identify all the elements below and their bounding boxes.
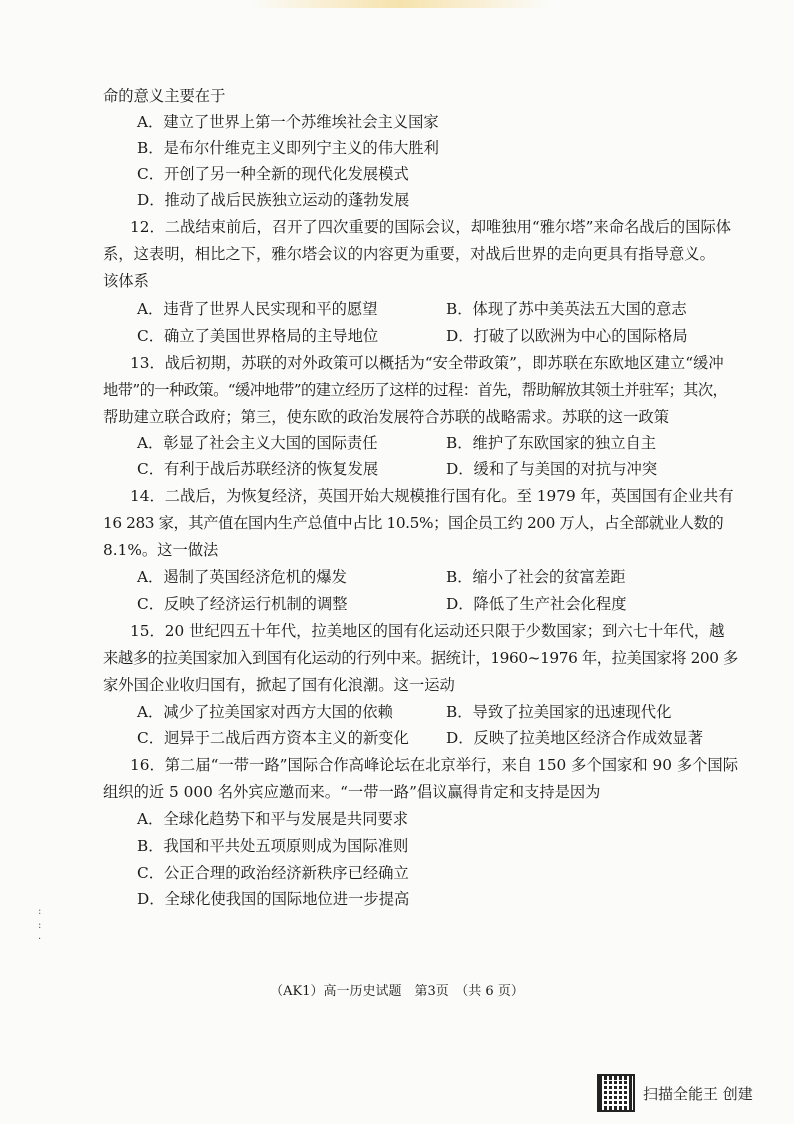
- q12-stem-line: 12．二战结束前后，召开了四次重要的国际会议，却唯独用“雅尔塔”来命名战后的国际体: [130, 218, 732, 236]
- page-footer: （AK1）高一历史试题 第3页 （共 6 页）: [270, 984, 524, 999]
- qr-code-icon: [597, 1074, 635, 1112]
- q13-option-d: D．缓和了与美国的对抗与冲突: [446, 460, 658, 478]
- q13-option-a: A．彰显了社会主义大国的国际责任: [137, 434, 378, 452]
- q13-option-c: C．有利于战后苏联经济的恢复发展: [137, 460, 379, 478]
- q14-option-a: A．遏制了英国经济危机的爆发: [137, 568, 347, 586]
- q16-option-d: D．全球化使我国的国际地位进一步提高: [137, 890, 410, 908]
- q11-option-a: A．建立了世界上第一个苏维埃社会主义国家: [137, 113, 439, 131]
- scan-artifact: [250, 0, 550, 8]
- q13-option-b: B．维护了东欧国家的独立自主: [446, 434, 657, 452]
- q15-stem-line: 来越多的拉美国家加入到国有化运动的行列中来。据统计，1960~1976 年，拉美国家将 200 多: [103, 649, 738, 667]
- q11-stem-tail: 命的意义主要在于: [103, 87, 226, 105]
- q16-option-a: A．全球化趋势下和平与发展是共同要求: [137, 810, 409, 828]
- q15-option-b: B．导致了拉美国家的迅速现代化: [446, 703, 672, 721]
- q13-stem-line: 13．战后初期，苏联的对外政策可以概括为“安全带政策”，即苏联在东欧地区建立“缓冲: [130, 354, 724, 372]
- q15-stem-line: 家外国企业收归国有，掀起了国有化浪潮。这一运动: [103, 676, 455, 694]
- q14-option-b: B．缩小了社会的贫富差距: [446, 568, 626, 586]
- q14-stem-line: 8.1%。这一做法: [103, 541, 219, 559]
- q12-option-c: C．确立了美国世界格局的主导地位: [137, 327, 379, 345]
- q16-stem-line: 16．第二届“一带一路”国际合作高峰论坛在北京举行，来自 150 多个国家和 90 多个国际: [130, 756, 739, 774]
- watermark-text: 扫描全能王 创建: [643, 1084, 753, 1103]
- q13-stem-line: 帮助建立联合政府；第三，使东欧的政治发展符合苏联的战略需求。苏联的这一政策: [103, 408, 669, 426]
- q12-option-d: D．打破了以欧洲为中心的国际格局: [446, 327, 688, 345]
- q12-stem-line: 系，这表明，相比之下，雅尔塔会议的内容更为重要，对战后世界的走向更具有指导意义。: [103, 245, 715, 263]
- q16-option-c: C．公正合理的政治经济新秩序已经确立: [137, 864, 409, 882]
- q12-option-b: B．体现了苏中美英法五大国的意志: [446, 300, 687, 318]
- binding-marks: : : ·: [38, 906, 42, 945]
- q16-option-b: B．我国和平共处五项原则成为国际准则: [137, 837, 409, 855]
- q11-option-c: C．开创了另一种全新的现代化发展模式: [137, 165, 409, 183]
- q15-stem-line: 15．20 世纪四五十年代，拉美地区的国有化运动还只限于少数国家；到六七十年代，越: [130, 622, 725, 640]
- q14-option-d: D．降低了生产社会化程度: [446, 595, 627, 613]
- q11-option-b: B．是布尔什维克主义即列宁主义的伟大胜利: [137, 139, 439, 157]
- q15-option-d: D．反映了拉美地区经济合作成效显著: [446, 729, 704, 747]
- scanner-watermark: [597, 1074, 753, 1112]
- q14-stem-line: 14．二战后，为恢复经济，英国开始大规模推行国有化。至 1979 年，英国国有企业共有: [130, 487, 734, 505]
- q15-option-a: A．减少了拉美国家对西方大国的依赖: [137, 703, 393, 721]
- q13-stem-line: 地带”的一种政策。“缓冲地带”的建立经历了这样的过程：首先，帮助解放其领土并驻军；其次，: [103, 381, 728, 399]
- q11-option-d: D．推动了战后民族独立运动的蓬勃发展: [137, 191, 410, 209]
- q12-option-a: A．违背了世界人民实现和平的愿望: [137, 300, 378, 318]
- q12-stem-line: 该体系: [103, 272, 149, 290]
- q16-stem-line: 组织的近 5 000 名外宾应邀而来。“一带一路”倡议赢得肯定和支持是因为: [103, 783, 601, 801]
- q14-option-c: C．反映了经济运行机制的调整: [137, 595, 348, 613]
- q14-stem-line: 16 283 家，其产值在国内生产总值中占比 10.5%；国企员工约 200 万人，占全部就业人数的: [103, 514, 724, 532]
- q15-option-c: C．迥异于二战后西方资本主义的新变化: [137, 729, 409, 747]
